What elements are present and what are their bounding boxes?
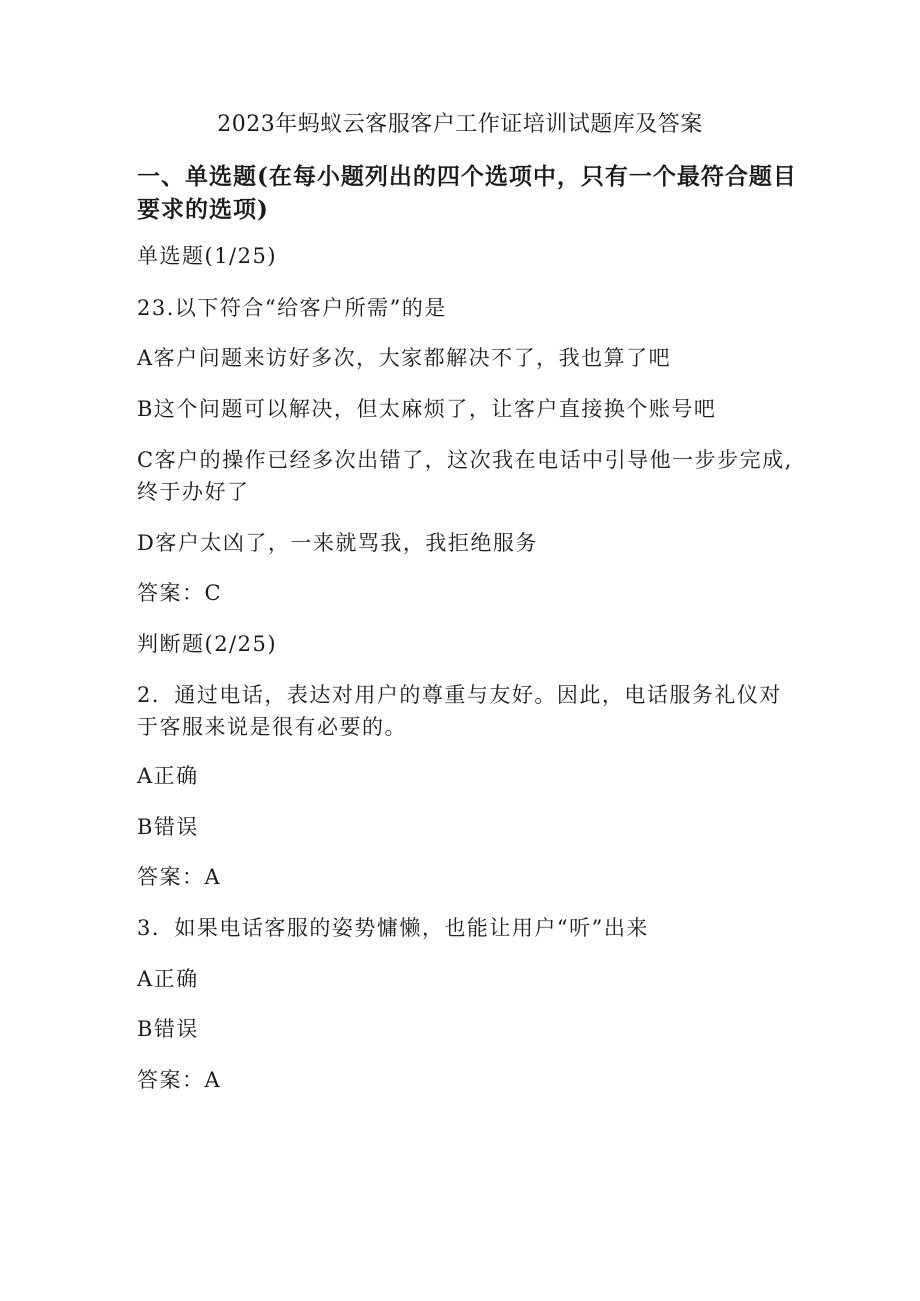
answer: 答案：A <box>137 1068 222 1092</box>
option-b: B错误 <box>137 1017 199 1041</box>
option-b: B错误 <box>137 815 199 839</box>
question-type-label: 判断题(2/25) <box>137 632 278 656</box>
option-c: C客户的操作已经多次出错了，这次我在电话中引导他一步步完成,终于办好了 <box>137 448 793 504</box>
option-a: A客户问题来访好多次，大家都解决不了，我也算了吧 <box>137 346 672 370</box>
answer: 答案：A <box>137 865 222 889</box>
option-d: D客户太凶了，一来就骂我，我拒绝服务 <box>137 531 538 555</box>
question-type-label: 单选题(1/25) <box>137 244 278 268</box>
option-b: B这个问题可以解决，但太麻烦了，让客户直接换个账号吧 <box>137 397 717 421</box>
question-text: 2．通过电话，表达对用户的尊重与友好。因此，电话服务礼仪对于客服来说是很有必要的。 <box>137 683 782 739</box>
answer: 答案：C <box>137 581 223 605</box>
option-a: A正确 <box>137 764 199 788</box>
document-title: 2023年蚂蚁云客服客户工作证培训试题库及答案 <box>217 112 703 137</box>
section-heading: 一、单选题(在每小题列出的四个选项中，只有一个最符合题目要求的选项) <box>137 163 797 223</box>
question-text: 23.以下符合“给客户所需”的是 <box>137 296 447 320</box>
option-a: A正确 <box>137 967 199 991</box>
question-text: 3．如果电话客服的姿势慵懒，也能让用户“听”出来 <box>137 916 649 940</box>
